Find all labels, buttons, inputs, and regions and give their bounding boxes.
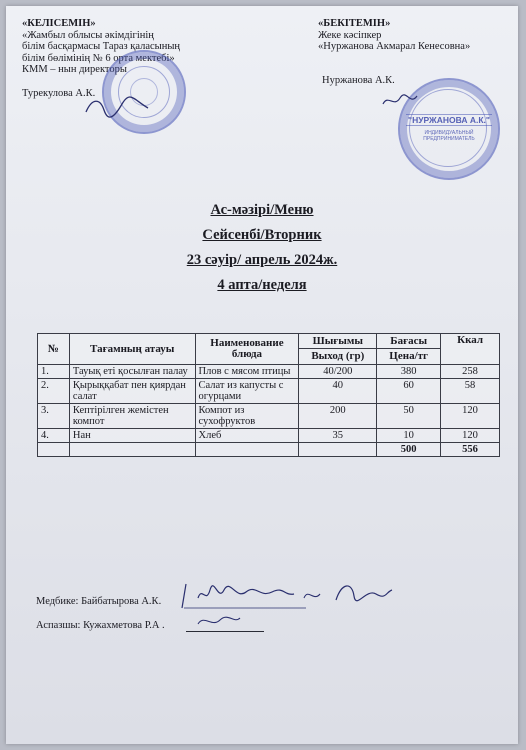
col-header-name-kz: Тағамның атауы (69, 334, 195, 365)
row-num: 1. (38, 365, 70, 379)
col-header-name-ru: Наименование блюда (195, 334, 299, 365)
week-title: 4 апта/неделя (217, 277, 307, 293)
dish-kcal: 58 (441, 379, 500, 404)
approval-heading-left: «КЕЛІСЕМІН» (22, 18, 96, 29)
dish-name-kz: Нан (69, 429, 195, 443)
total-price: 500 (377, 443, 441, 457)
row-num: 2. (38, 379, 70, 404)
table-row (38, 404, 500, 429)
menu-table (37, 333, 500, 457)
dish-name-kz: Қырыққабат пен қиярдан салат (69, 379, 195, 404)
dish-name-kz: Тауық еті қосылған палау (69, 365, 195, 379)
col-header-price-ru: Цена/тг (377, 349, 441, 365)
approval-line: білім бөлімінің № 6 орта мектебі» (22, 52, 175, 64)
approval-line: Жеке кәсіпкер (318, 29, 382, 41)
approval-line: білім басқармасы Тараз қаласының (22, 41, 181, 52)
dish-price: 50 (377, 404, 441, 429)
dish-yield: 40/200 (299, 365, 377, 379)
cook-signature-underline (186, 631, 264, 632)
approval-line: «Жамбыл облысы әкімдігінің (22, 29, 154, 41)
document-page (6, 6, 518, 744)
col-header-yield-ru: Выход (гр) (299, 349, 377, 365)
table-row (38, 429, 500, 443)
nurse-signature-handwriting (176, 578, 396, 612)
dish-name-kz: Кептірілген жемістен компот (69, 404, 195, 429)
dish-name-ru: Салат из капусты с огурцами (195, 379, 299, 404)
cook-signature-handwriting (194, 612, 244, 630)
col-header-kcal: Ккал (441, 334, 500, 365)
dish-kcal: 258 (441, 365, 500, 379)
seal-name: "НУРЖАНОВА А.К." (406, 114, 492, 126)
approval-line: «Нуржанова Акмарал Кенесовна» (318, 41, 471, 52)
table-row (38, 365, 500, 379)
nurse-signature-line: Медбике: Байбатырова А.К. (36, 596, 162, 607)
dish-kcal: 120 (441, 404, 500, 429)
col-header-yield-kz: Шығымы (299, 334, 377, 349)
approval-signer-left: Турекулова А.К. (22, 87, 96, 99)
dish-yield: 40 (299, 379, 377, 404)
table-row (38, 379, 500, 404)
menu-title: Ас-мәзірі/Меню (210, 202, 314, 218)
dish-name-ru: Компот из сухофруктов (195, 404, 299, 429)
cook-signature-line: Аспазшы: Кужахметова Р.А . (36, 620, 165, 631)
day-title: Сейсенбі/Вторник (202, 227, 322, 243)
approval-line: КММ – нын директоры (22, 64, 127, 75)
col-header-num: № (38, 334, 70, 365)
signature-right (380, 92, 420, 110)
seal-subtitle: ИНДИВИДУАЛЬНЫЙ ПРЕДПРИНИМАТЕЛЬ (423, 130, 475, 142)
signature-left (82, 94, 152, 120)
dish-yield: 200 (299, 404, 377, 429)
approval-heading-right: «БЕКІТЕМІН» (318, 18, 391, 29)
dish-price: 10 (377, 429, 441, 443)
row-num: 3. (38, 404, 70, 429)
totals-row (38, 443, 500, 457)
total-kcal: 556 (441, 443, 500, 457)
dish-name-ru: Плов с мясом птицы (195, 365, 299, 379)
row-num: 4. (38, 429, 70, 443)
date-title: 23 сәуір/ апрель 2024ж. (186, 252, 338, 268)
approval-block-right (318, 18, 470, 86)
col-header-price-kz: Бағасы (377, 334, 441, 349)
approval-signer-right: Нуржанова А.К. (322, 74, 395, 86)
dish-yield: 35 (299, 429, 377, 443)
dish-price: 380 (377, 365, 441, 379)
dish-name-ru: Хлеб (195, 429, 299, 443)
dish-kcal: 120 (441, 429, 500, 443)
dish-price: 60 (377, 379, 441, 404)
round-seal-left (102, 50, 186, 134)
